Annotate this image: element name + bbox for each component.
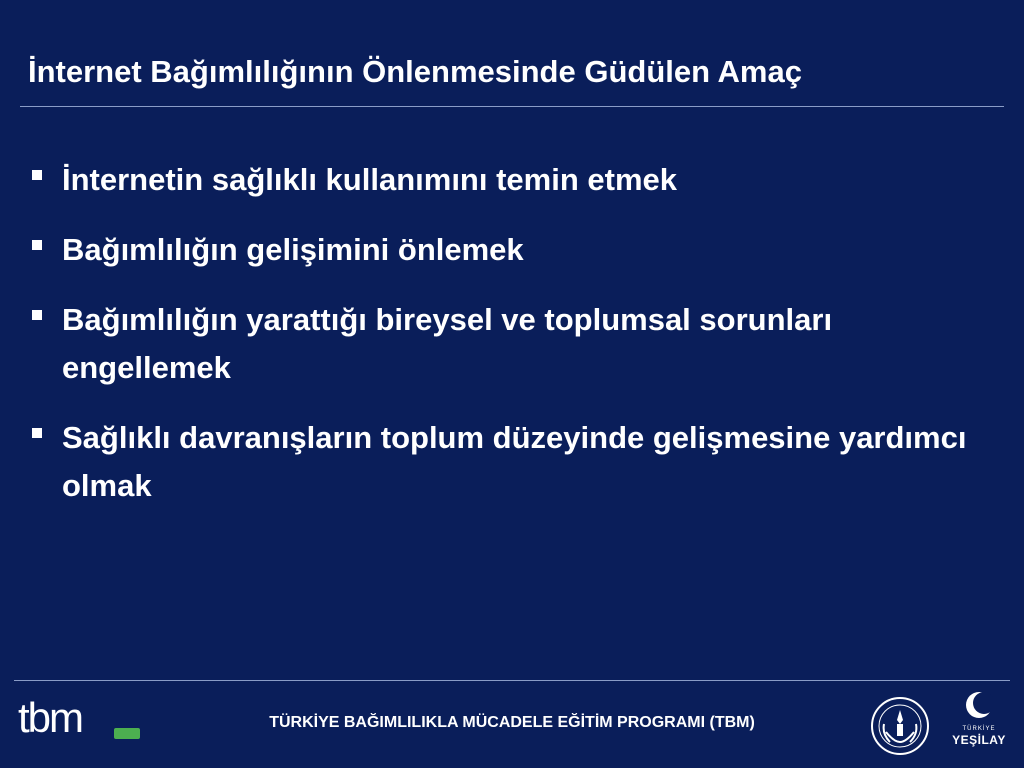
yesilay-logo — [950, 690, 1008, 760]
tbm-logo-text: tbm — [18, 694, 83, 741]
bullet-text: Bağımlılığın gelişimini önlemek — [62, 232, 524, 267]
yesilay-top-text: TÜRKİYE — [962, 726, 996, 732]
bullet-list — [32, 156, 972, 532]
tbm-logo — [18, 694, 138, 748]
bullet-item — [32, 414, 972, 510]
crescent-icon — [964, 690, 994, 720]
bullet-square-icon — [32, 240, 42, 250]
bullet-text: Bağımlılığın yarattığı bireysel ve toplumsal sorunları engellemek — [62, 302, 833, 385]
bullet-text: Sağlıklı davranışların toplum düzeyinde gelişmesine yardımcı olmak — [62, 420, 967, 503]
bullet-item — [32, 156, 972, 204]
bullet-square-icon — [32, 428, 42, 438]
footer-divider — [14, 680, 1010, 681]
bullet-square-icon — [32, 170, 42, 180]
tbm-tag-icon — [114, 728, 140, 739]
bullet-item — [32, 296, 972, 392]
title-divider — [20, 106, 1004, 107]
bullet-text: İnternetin sağlıklı kullanımını temin etmek — [62, 162, 677, 197]
yesilay-name-text: YEŞİLAY — [952, 733, 1006, 747]
slide-title: İnternet Bağımlılığının Önlenmesinde Güdülen Amaç — [28, 54, 802, 89]
bullet-square-icon — [32, 310, 42, 320]
program-name: TÜRKİYE BAĞIMLILIKLA MÜCADELE EĞİTİM PROGRAMI (TBM) — [269, 714, 755, 731]
meb-emblem-icon — [868, 694, 932, 758]
bullet-item — [32, 226, 972, 274]
